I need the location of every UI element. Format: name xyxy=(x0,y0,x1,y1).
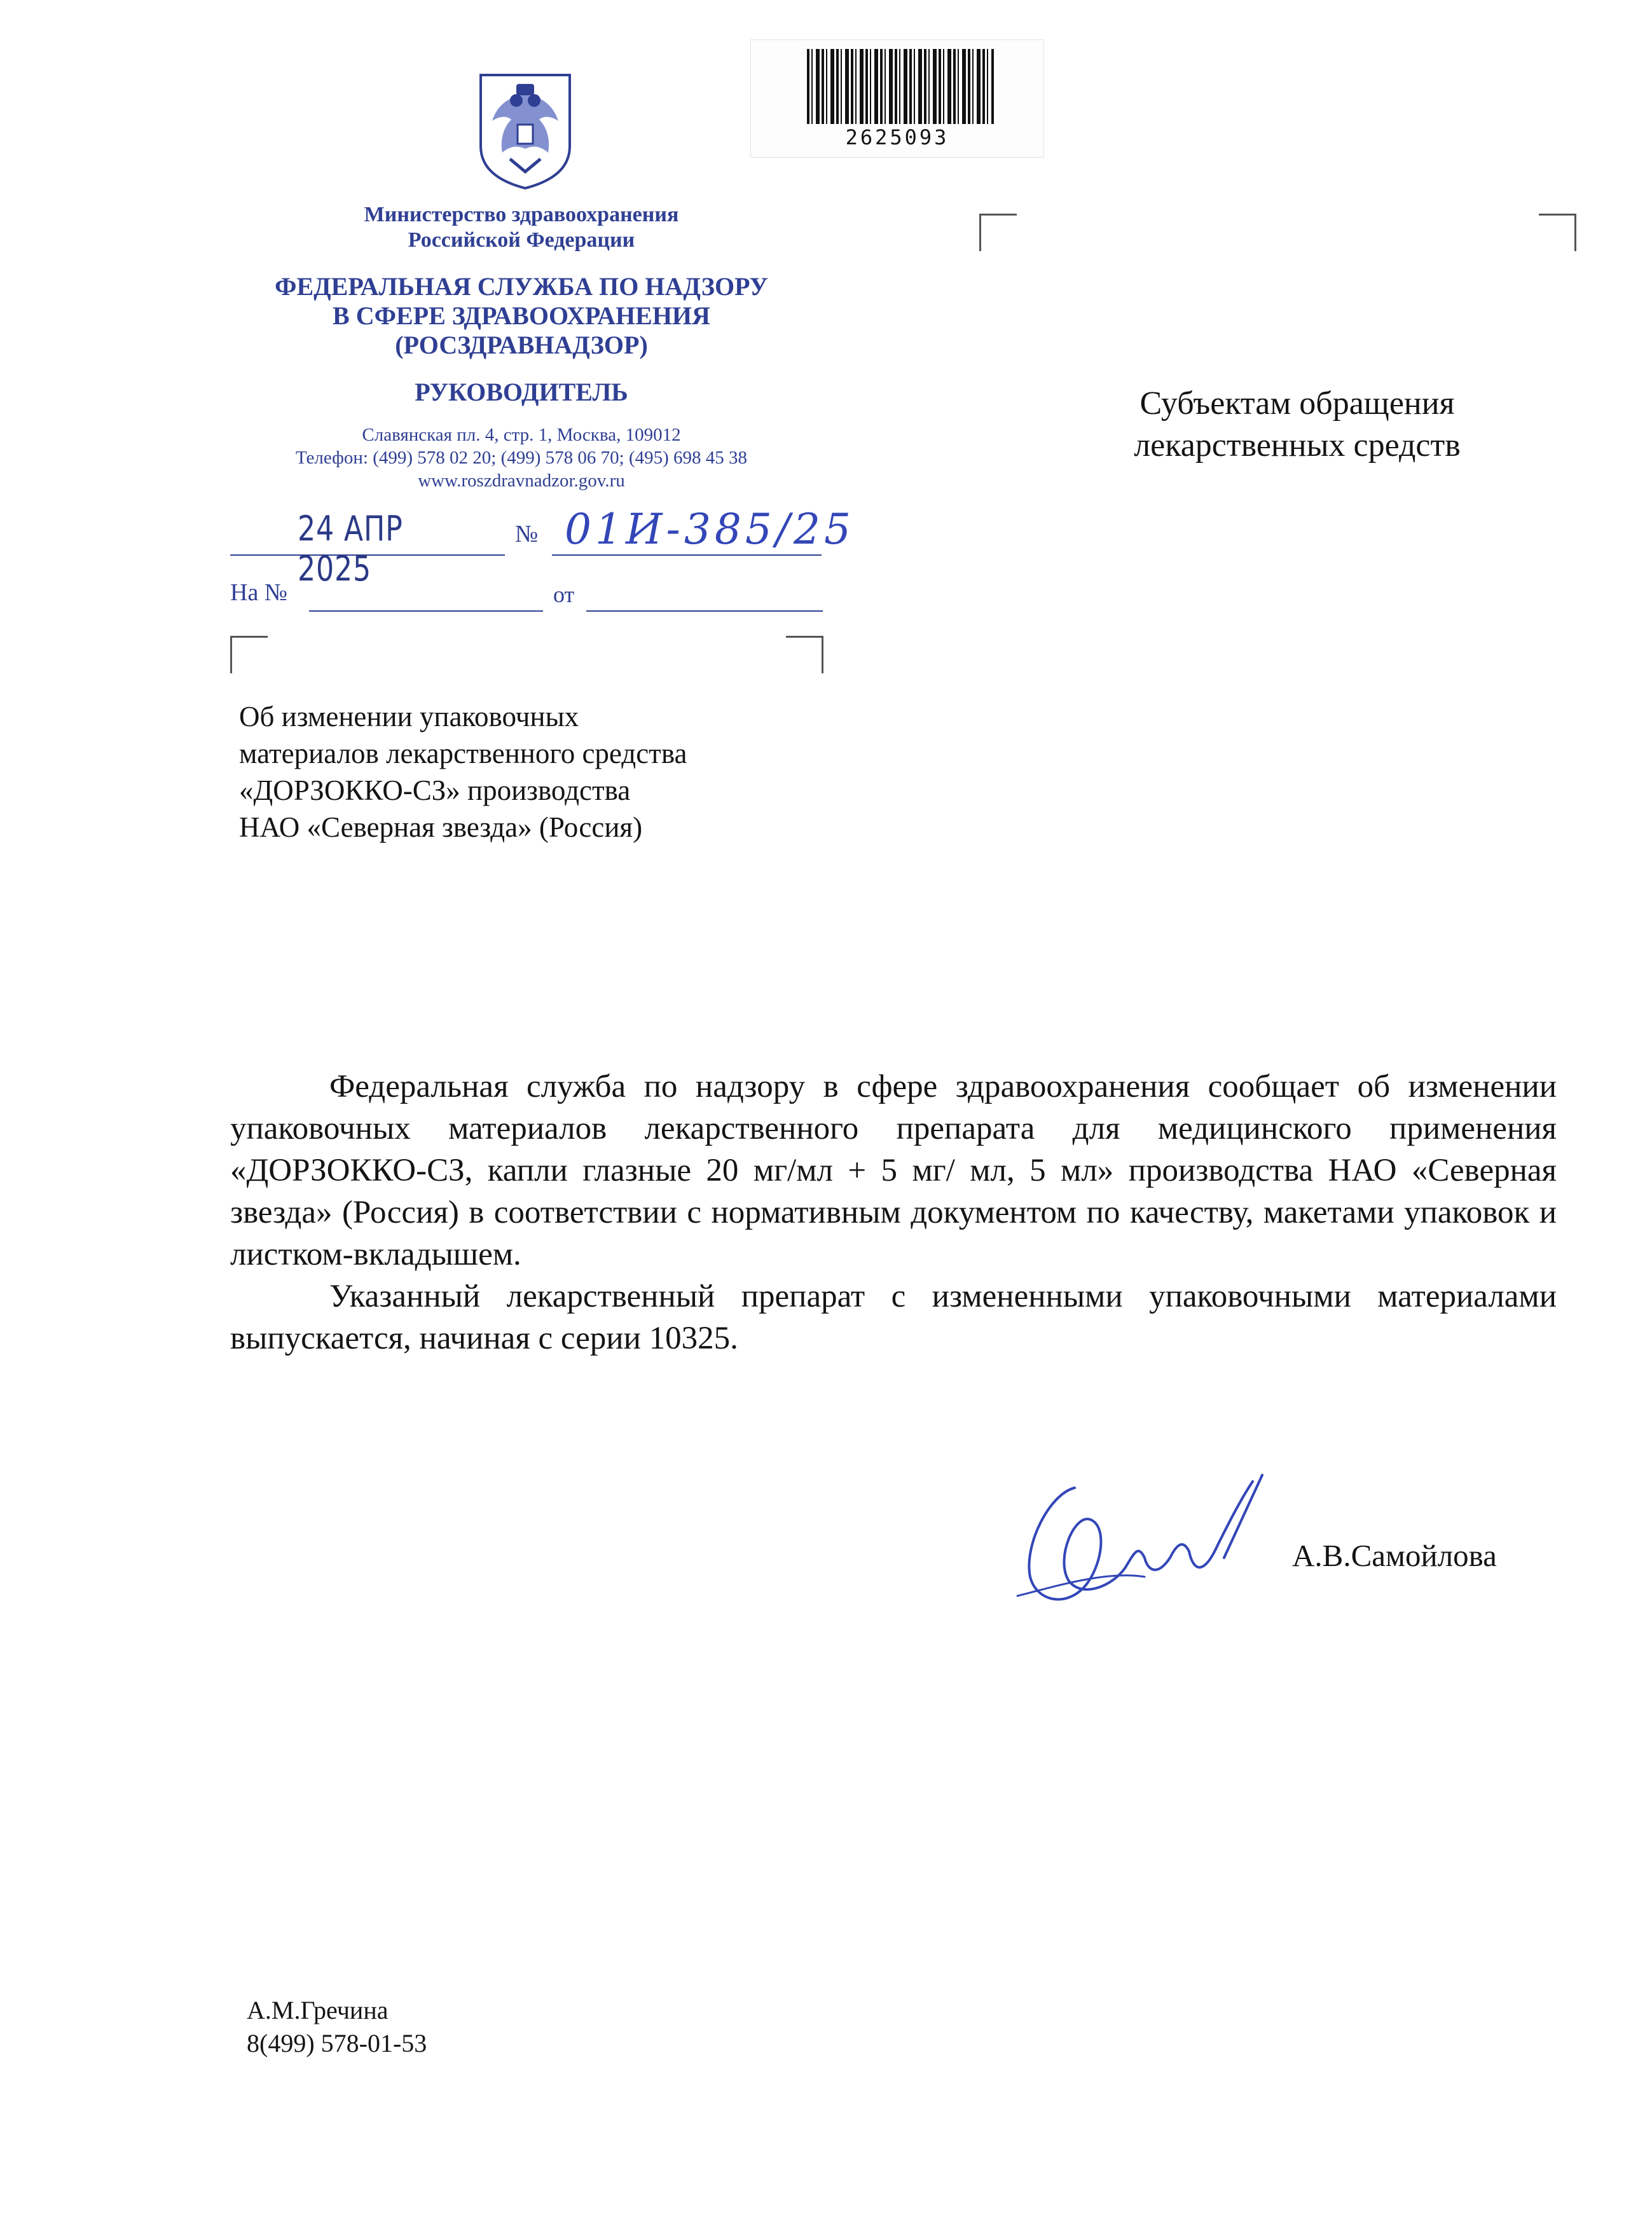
executor-phone: 8(499) 578-01-53 xyxy=(247,2029,427,2058)
date-field xyxy=(230,509,505,589)
body-paragraph-2: Указанный лекарственный препарат с измененными упаковочными материалами выпускается, начиная с серии 10325. xyxy=(230,1279,1557,1356)
service-name-line3: (РОСЗДРАВНАДЗОР) xyxy=(395,331,648,359)
handwritten-signature xyxy=(979,1450,1272,1634)
signatory-name: А.В.Самойлова xyxy=(1292,1538,1497,1573)
position-title: РУКОВОДИТЕЛЬ xyxy=(415,378,628,406)
number-field xyxy=(552,505,855,556)
corner-mark-addressee-left xyxy=(979,214,1017,251)
executor-name: А.М.Гречина xyxy=(247,1996,389,2024)
corner-mark-subject-left xyxy=(230,636,268,673)
body-paragraph-1: Федеральная служба по надзору в сфере здравоохранения сообщает об изменении упаковочных материалов лекарственного препарата для медицинского применения «ДОРЗОККО-СЗ, капли глазные 20 мг/мл + 5 мг/ мл, 5 мл» производства НАО «Северная звезда» (Россия) в соответствии с нормативным документом по качеству, макетами упаковок и листком-вкладышем. xyxy=(230,1069,1557,1272)
coat-of-arms-emblem xyxy=(472,70,579,191)
subject-line1: Об изменении упаковочных xyxy=(239,701,579,732)
number-label: № xyxy=(515,521,539,547)
registration-number-handwritten: 01И-385/25 xyxy=(565,505,855,554)
executor-info xyxy=(247,1994,427,2060)
letter-subject xyxy=(239,698,687,846)
phones: Телефон: (499) 578 02 20; (499) 578 06 70; (495) 698 45 38 xyxy=(295,448,748,468)
service-name-line2: В СФЕРЕ ЗДРАВООХРАНЕНИЯ xyxy=(333,301,710,330)
corner-mark-addressee-right xyxy=(1539,214,1576,251)
addressee-line2: лекарственных средств xyxy=(1134,427,1461,464)
ministry-name-line2: Российской Федерации xyxy=(408,228,635,252)
reply-number-field xyxy=(309,579,543,612)
addressee-line1: Субъектам обращения xyxy=(1139,385,1455,422)
barcode-sticker xyxy=(750,39,1044,158)
registration-date-stamp: 24 АПР 2025 xyxy=(298,509,403,589)
website: www.roszdravnadzor.gov.ru xyxy=(418,471,625,491)
corner-mark-subject-right xyxy=(786,636,823,673)
address: Славянская пл. 4, стр. 1, Москва, 109012 xyxy=(362,425,681,445)
letter-body xyxy=(230,1066,1557,1359)
ministry-name-line1: Министерство здравоохранения xyxy=(364,203,679,226)
letterhead xyxy=(216,202,827,492)
subject-line2: материалов лекарственного средства xyxy=(239,738,687,769)
barcode-bars xyxy=(807,49,994,124)
addressee xyxy=(1043,383,1552,467)
reply-from-label: от xyxy=(553,582,575,607)
reply-date-field xyxy=(586,579,823,612)
service-name-line1: ФЕДЕРАЛЬНАЯ СЛУЖБА ПО НАДЗОРУ xyxy=(275,272,768,301)
subject-line4: НАО «Северная звезда» (Россия) xyxy=(239,811,643,843)
reply-number-label: На № xyxy=(230,579,288,606)
barcode-number: 2625093 xyxy=(845,125,949,149)
subject-line3: «ДОРЗОККО-СЗ» производства xyxy=(239,774,631,806)
